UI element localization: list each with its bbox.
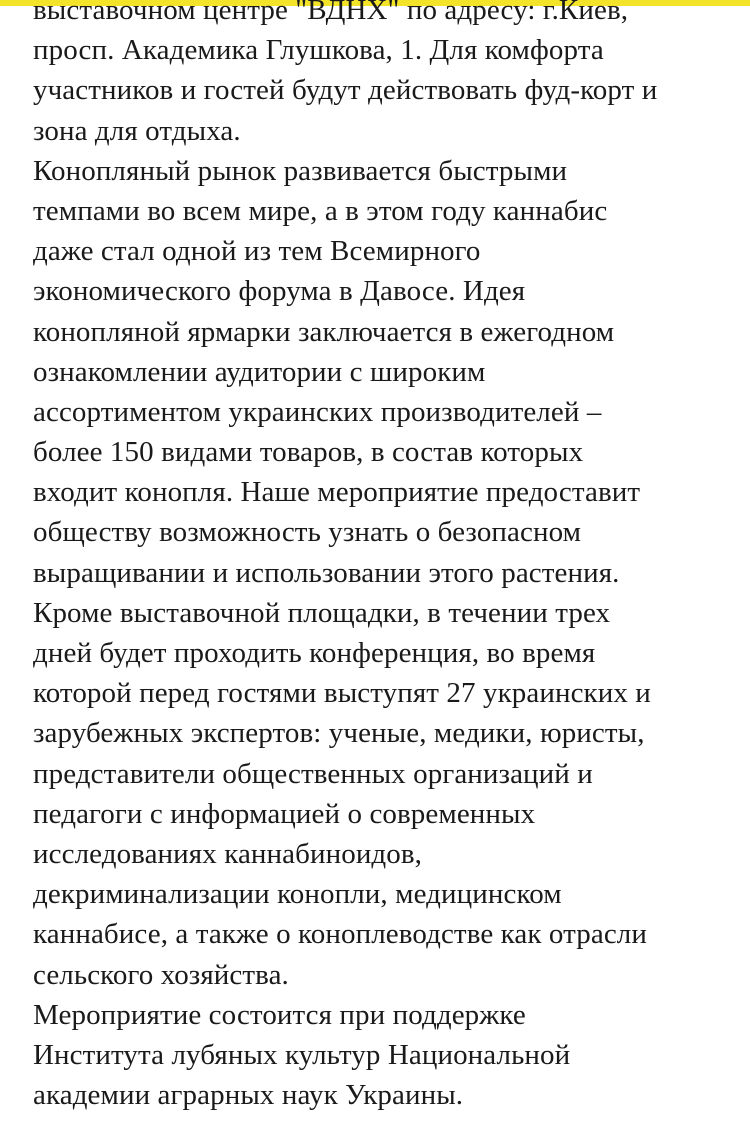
text-line: обществу возможность узнать о безопасном — [33, 516, 582, 549]
article-body — [33, 0, 733, 1115]
text-line: просп. Академика Глушкова, 1. Для комфорта — [33, 34, 604, 67]
text-line: конопляной ярмарки заключается в ежегодном — [33, 315, 615, 348]
text-line: декриминализации конопли, медицинском — [33, 878, 562, 911]
text-line: сельского хозяйства. — [33, 958, 289, 991]
text-line: выставочном центре "ВДНХ" по адресу: г.Киев, — [33, 0, 629, 26]
text-line: Кроме выставочной площадки, в течении трех — [33, 596, 611, 629]
text-line: представители общественных организаций и — [33, 757, 593, 790]
text-line: дней будет проходить конференция, во время — [33, 637, 596, 669]
text-line: участников и гостей будут действовать фуд-корт и — [33, 74, 658, 107]
text-line: выращивании и использовании этого растения. — [33, 556, 620, 589]
text-line: ассортиментом украинских производителей – — [33, 395, 602, 428]
text-line: каннабисе, а также о коноплеводстве как отрасли — [33, 918, 647, 951]
text-line: педагоги с информацией о современных — [33, 797, 536, 830]
text-line: зарубежных экспертов: ученые, медики, юристы, — [33, 717, 645, 750]
text-line: Мероприятие состоится при поддержке — [33, 998, 526, 1031]
text-line: Института лубяных культур Национальной — [33, 1038, 571, 1071]
text-line: более 150 видами товаров, в состав которых — [33, 436, 584, 469]
text-line: зона для отдыха. — [33, 114, 241, 147]
text-line: даже стал одной из тем Всемирного — [33, 235, 481, 268]
text-line: академии аграрных наук Украины. — [33, 1079, 464, 1112]
text-line: исследованиях каннабиноидов, — [33, 837, 423, 870]
text-line: ознакомлении аудитории с широким — [33, 355, 486, 388]
text-line: входит конопля. Наше мероприятие предоставит — [33, 476, 641, 509]
text-line: Конопляный рынок развивается быстрыми — [33, 154, 568, 187]
text-line: темпами во всем мире, а в этом году каннабис — [33, 194, 608, 227]
text-line: экономического форума в Давосе. Идея — [33, 275, 526, 308]
text-line: которой перед гостями выступят 27 украинских и — [33, 677, 651, 710]
